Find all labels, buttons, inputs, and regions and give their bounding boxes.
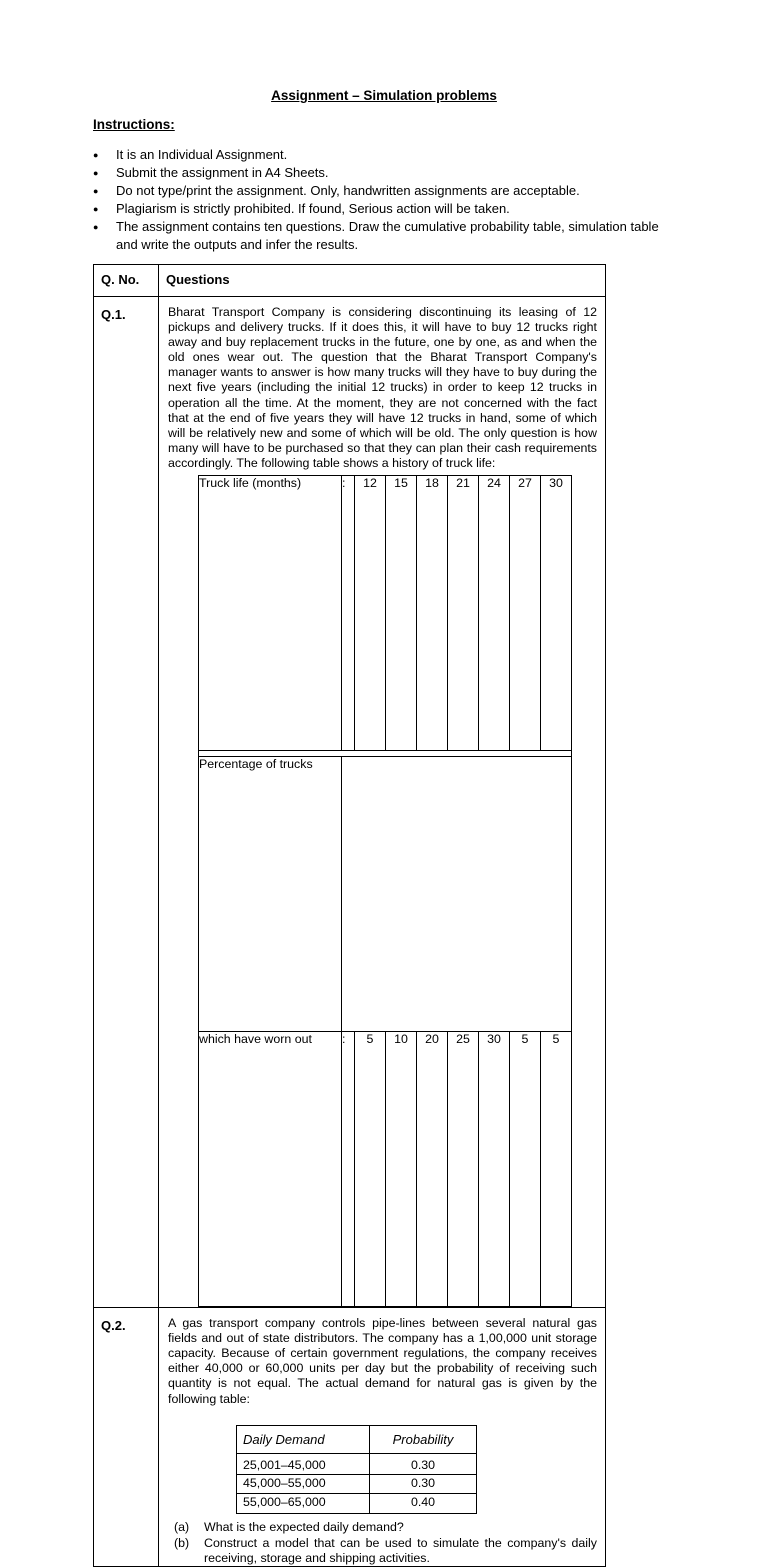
question-2-cell — [159, 1308, 606, 1567]
probability-header: Probability — [370, 1425, 477, 1453]
percentage-value: 20 — [417, 1032, 448, 1307]
instruction-item: ● Do not type/print the assignment. Only, handwritten assignments are acceptable. — [93, 182, 673, 200]
truck-life-value: 15 — [386, 476, 417, 751]
demand-probability: 0.30 — [370, 1453, 477, 1475]
demand-header: Daily Demand — [237, 1425, 370, 1453]
instruction-item: ● The assignment contains ten questions. Draw the cumulative probability table, simulation table and write the outputs and infer the results. — [93, 218, 673, 254]
instruction-item: ● Submit the assignment in A4 Sheets. — [93, 164, 673, 182]
truck-life-value: 24 — [479, 476, 510, 751]
truck-life-value: 18 — [417, 476, 448, 751]
percentage-value: 5 — [355, 1032, 386, 1307]
truck-life-label: Truck life (months) — [199, 476, 342, 751]
truck-life-value: 21 — [448, 476, 479, 751]
questions-table — [93, 264, 606, 1567]
question-number: Q.2. — [94, 1308, 159, 1567]
demand-range: 25,001–45,000 — [237, 1453, 370, 1475]
question-number: Q.1. — [94, 297, 159, 1308]
question-1-cell — [159, 297, 606, 1308]
colon: : — [342, 476, 355, 751]
question-2-text: A gas transport company controls pipe-lines between several natural gas fields and out of state distributors. The company has a 1,00,000 unit storage capacity. Because of certain government regulations, the company receives either 40,000 or 60,000 units per day but the probability of receiving such quantity is not equal. The actual demand for natural gas is given by the following table: — [168, 1316, 597, 1406]
subquestions — [174, 1520, 597, 1566]
percentage-value: 5 — [510, 1032, 541, 1307]
table-row — [94, 297, 606, 1308]
percentage-value: 10 — [386, 1032, 417, 1307]
demand-range: 55,000–65,000 — [237, 1493, 370, 1514]
percentage-label-line2: which have worn out — [199, 1032, 342, 1307]
percentage-label-line1: Percentage of trucks — [199, 757, 342, 1032]
table-row — [94, 1308, 606, 1567]
truck-life-value: 27 — [510, 476, 541, 751]
truck-life-value: 30 — [541, 476, 572, 751]
demand-range: 45,000–55,000 — [237, 1475, 370, 1494]
subquestion-text: Construct a model that can be used to simulate the company's daily receiving, storage and shipping activities. — [204, 1535, 597, 1565]
subquestion-label: (b) — [174, 1535, 190, 1550]
demand-probability: 0.40 — [370, 1493, 477, 1514]
demand-table — [236, 1425, 477, 1515]
question-1-text: Bharat Transport Company is considering discontinuing its leasing of 12 pickups and delivery trucks. If it does this, it will have to buy 12 trucks right away and buy replacement trucks in the future, one by one, as and when the old ones wear out. The question that the Bharat Transport Company's manager wants to answer is how many trucks will they have to buy during the next five years (including the initial 12 trucks) in order to keep 12 trucks in operation all the time. At the moment, they are not concerned with the fact that at the end of five years they will have 12 trucks in hand, some of which will be relatively new and some of which will be old. The only question is how many will have to be purchased so that they can plan their cash requirements accordingly. The following table shows a history of truck life: — [168, 305, 597, 470]
colon: : — [342, 1032, 355, 1307]
percentage-value: 5 — [541, 1032, 572, 1307]
header-qno: Q. No. — [94, 265, 159, 297]
instructions-heading: Instructions: — [93, 117, 175, 132]
instruction-item: ● It is an Individual Assignment. — [93, 146, 673, 164]
demand-probability: 0.30 — [370, 1475, 477, 1494]
subquestion-label: (a) — [174, 1520, 190, 1535]
header-questions: Questions — [159, 265, 606, 297]
table-header-row — [94, 265, 606, 297]
truck-life-value: 12 — [355, 476, 386, 751]
instruction-item: ● Plagiarism is strictly prohibited. If found, Serious action will be taken. — [93, 200, 673, 218]
instructions-list — [93, 146, 673, 254]
percentage-value: 30 — [479, 1032, 510, 1307]
subquestion-text: What is the expected daily demand? — [204, 1520, 404, 1535]
percentage-value: 25 — [448, 1032, 479, 1307]
page-title: Assignment – Simulation problems — [271, 88, 497, 103]
truck-life-table — [198, 475, 572, 1307]
